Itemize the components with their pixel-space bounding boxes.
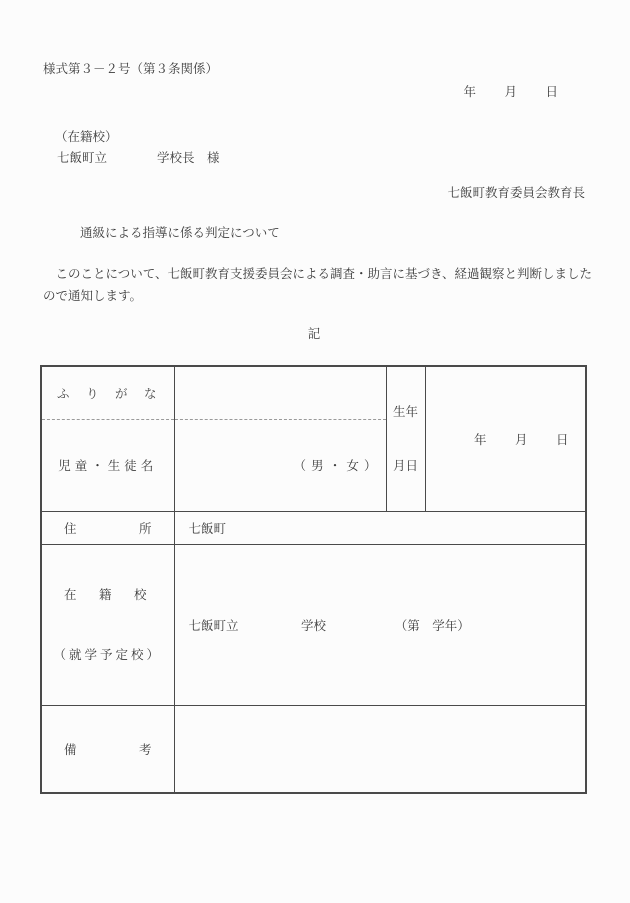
furigana-label: ふ り が な: [41, 366, 174, 419]
address-label: 住 所: [41, 512, 174, 545]
student-info-table-wrapper: [40, 365, 587, 794]
enrolled-school-label-line-1: 在 籍 校: [63, 588, 152, 602]
birthdate-label-cell: [386, 366, 425, 512]
form-number: 様式第３－２号（第３条関係）: [43, 62, 219, 76]
gender-note-cell: （ 男 ・ 女 ）: [174, 419, 386, 511]
enrolled-school-value-cell: 七飯町立 学校 （第 学年）: [174, 545, 586, 706]
enrolled-school-label-line-2: （就学予定校）: [53, 648, 162, 662]
remarks-value-cell: [174, 706, 586, 793]
record-marker: 記: [307, 327, 323, 341]
addressee-note: （在籍校）: [55, 130, 118, 144]
remarks-label: 備 考: [41, 706, 174, 793]
remarks-row: [41, 706, 586, 793]
body-paragraph-line-1: このことについて、七飯町教育支援委員会による調査・助言に基づき、経過観察と判断しました: [43, 267, 593, 281]
sender-line: 七飯町教育委員会教育長: [447, 186, 585, 200]
address-row: [41, 512, 586, 545]
body-paragraph-line-2: ので通知します。: [43, 289, 143, 303]
enrolled-school-row: [41, 545, 586, 706]
furigana-row: [41, 366, 586, 419]
birthdate-value-cell: 年 月 日: [425, 366, 586, 512]
addressee-line: 七飯町立 学校長 様: [57, 151, 220, 165]
enrolled-school-label-cell: [41, 545, 174, 706]
header-date-line: 年 月 日: [463, 85, 566, 99]
furigana-value-cell: [174, 366, 386, 419]
birthdate-label-line-2: 月日: [392, 459, 418, 473]
address-value-cell: 七飯町: [174, 512, 586, 545]
birthdate-label-line-1: 生年: [392, 405, 418, 419]
student-info-table: [40, 365, 587, 794]
student-name-label: 児童・生徒名: [41, 419, 174, 511]
subject-title: 通級による指導に係る判定について: [80, 226, 280, 240]
